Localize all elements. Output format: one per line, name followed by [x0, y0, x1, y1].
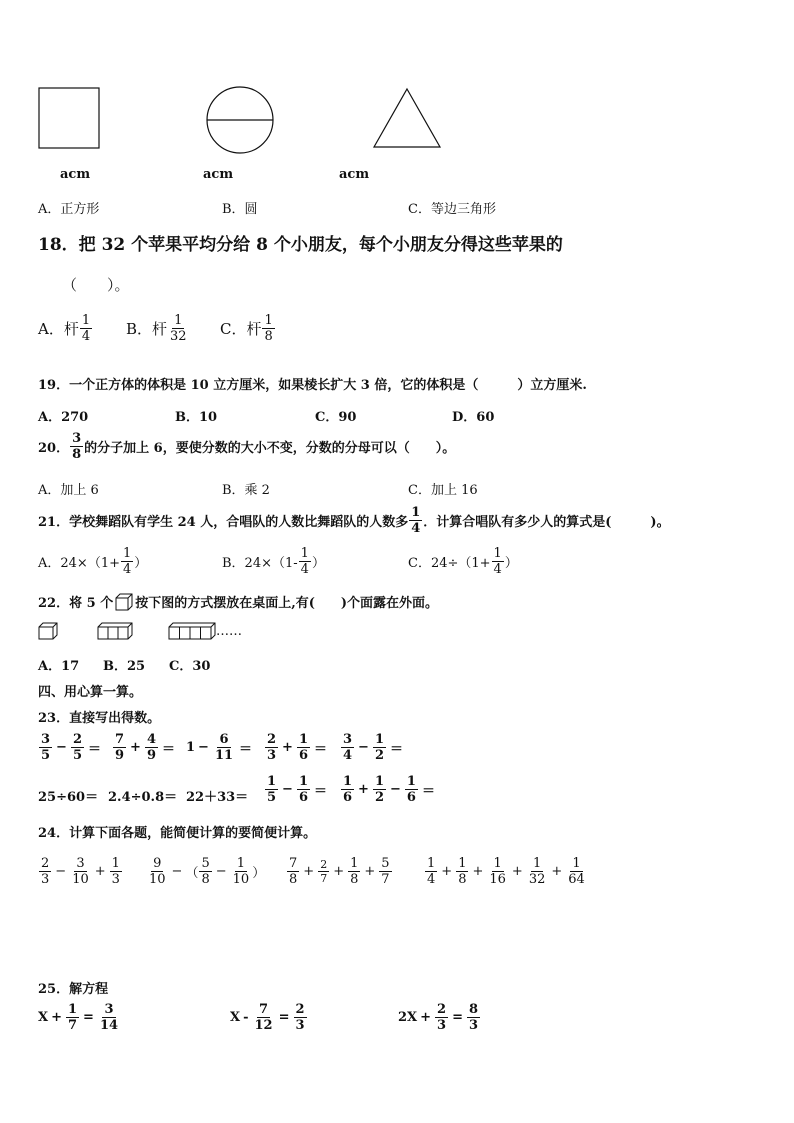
cube-group-2	[97, 622, 133, 640]
q19-option-a: A．270	[38, 410, 89, 425]
q25-equation-3: 2X + $\frac{2}{3}$ = $\frac{8}{3}$	[398, 1002, 479, 1033]
triangle-shape	[372, 87, 442, 149]
q22-text: 22．将 5 个 按下图的方式摆放在桌面上,有( )个面露在外面。	[38, 592, 438, 611]
q22-option-b: B．25	[103, 659, 146, 674]
q19-text: 19．一个正方体的体积是 10 立方厘米，如果棱长扩大 3 倍，它的体积是（ ）立方厘米.	[38, 378, 587, 393]
q21-option-a: A．24×（1+ $\frac{1}{4}$ ）	[38, 546, 148, 577]
q18-option-c: C．杆 $\frac{1}{8}$	[220, 313, 273, 344]
q18-line2: （ ）。	[62, 276, 130, 294]
q19-option-b: B．10	[175, 410, 218, 425]
shape-option-a: A．正方形	[38, 202, 100, 217]
q23-title: 23．直接写出得数。	[38, 711, 161, 726]
q24-expr-1: $\frac{2}{3}$ − $\frac{3}{10}$ + $\frac{1}{3}$	[41, 856, 120, 887]
shape-label-a: acm	[60, 167, 91, 182]
q23-expr-7: 2.4÷0.8＝	[108, 790, 178, 805]
q20-text: 20． $\frac{3}{8}$ 的分子加上 6，要使分数的大小不变，分数的分母可以（ ）。	[38, 431, 456, 462]
q23-expr-3: 1 − $\frac{6}{11}$ ＝	[186, 732, 253, 763]
q23-expr-6: 25÷60＝	[38, 790, 99, 805]
q19-option-d: D．60	[452, 410, 495, 425]
q21-option-b: B．24×（1- $\frac{1}{4}$ ）	[222, 546, 325, 577]
q18-option-a: A．杆 $\frac{1}{4}$	[38, 313, 91, 344]
q23-expr-1: $\frac{3}{5}$ − $\frac{2}{5}$ ＝	[41, 732, 102, 763]
q25-title: 25．解方程	[38, 982, 109, 997]
q20-option-a: A．加上 6	[38, 483, 99, 498]
cube-icon	[115, 593, 133, 611]
q22-option-a: A．17	[38, 659, 80, 674]
shape-option-c: C．等边三角形	[408, 202, 496, 217]
q23-expr-4: $\frac{2}{3}$ + $\frac{1}{6}$ ＝	[267, 732, 328, 763]
section-4-title: 四、用心算一算。	[38, 685, 143, 700]
q23-expr-9: $\frac{1}{5}$ − $\frac{1}{6}$ ＝	[267, 774, 328, 805]
q25-equation-2: X - $\frac{7}{12}$ = $\frac{2}{3}$	[230, 1002, 305, 1033]
shape-label-b: acm	[203, 167, 234, 182]
cube-group-3	[168, 622, 242, 640]
q18-option-b: B．杆 $\frac{1}{32}$	[126, 313, 187, 344]
q20-option-c: C．加上 16	[408, 483, 478, 498]
q25-equation-1: X + $\frac{1}{7}$ = $\frac{3}{14}$	[38, 1002, 119, 1033]
shape-label-c: acm	[339, 167, 370, 182]
q19-option-c: C．90	[315, 410, 357, 425]
circle-shape	[205, 85, 275, 155]
q23-expr-8: 22＋33＝	[186, 790, 249, 805]
q24-expr-4: $\frac{1}{4}$ + $\frac{1}{8}$ + $\frac{1}{16}$ + $\frac{1}{32}$ + $\frac{1}{64}$	[427, 856, 585, 887]
q18-line1: 18．把 32 个苹果平均分给 8 个小朋友，每个小朋友分得这些苹果的	[38, 235, 563, 255]
q23-expr-5: $\frac{3}{4}$ − $\frac{1}{2}$ ＝	[343, 732, 404, 763]
q24-expr-2: $\frac{9}{10}$ − （ $\frac{5}{8}$ − $\frac{1}{10}$ ）	[149, 856, 266, 887]
q23-expr-10: $\frac{1}{6}$ + $\frac{1}{2}$ − $\frac{1}{6}$ ＝	[343, 774, 435, 805]
q24-expr-3: $\frac{7}{8}$ + $\frac{2}{7}$ + $\frac{1}{8}$ + $\frac{5}{7}$	[289, 856, 390, 887]
q20-option-b: B．乘 2	[222, 483, 270, 498]
q24-title: 24．计算下面各题，能简便计算的要简便计算。	[38, 826, 317, 841]
cube-ellipsis: ……	[216, 623, 242, 639]
shape-option-b: B．圆	[222, 202, 258, 217]
square-shape	[38, 87, 100, 149]
q23-expr-2: $\frac{7}{9}$ + $\frac{4}{9}$ ＝	[115, 732, 176, 763]
cube-group-1	[38, 622, 58, 640]
q21-option-c: C．24÷（1+ $\frac{1}{4}$ ）	[408, 546, 518, 577]
q22-option-c: C．30	[169, 659, 211, 674]
q21-text: 21．学校舞蹈队有学生 24 人，合唱队的人数比舞蹈队的人数多 $\frac{1}{4}$ ．计算合唱队有多少人的算式是( )。	[38, 505, 670, 536]
